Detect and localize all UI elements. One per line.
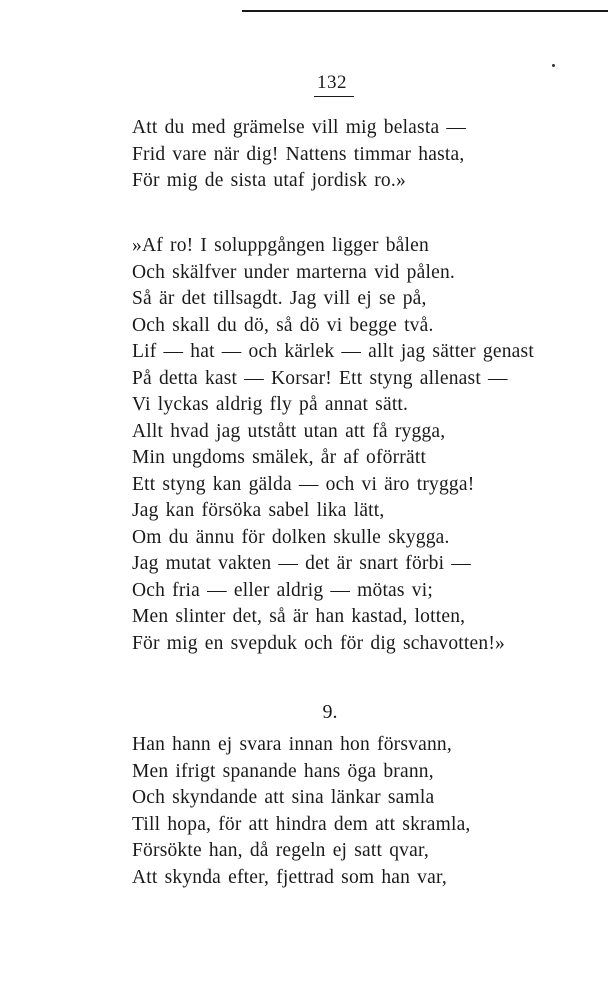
verse-line: Jag kan försöka sabel lika lätt,: [132, 500, 385, 521]
page-number: 132: [317, 72, 347, 93]
stanza-1: [132, 115, 466, 195]
section-number: 9.: [322, 701, 338, 723]
verse-line: Ett styng kan gälda — och vi äro trygga!: [132, 473, 475, 495]
verse-line: Till hopa, för att hindra dem att skramla,: [132, 813, 471, 835]
verse-line: Jag mutat vakten — det är snart förbi —: [132, 553, 471, 574]
verse-line: Allt hvad jag utstått utan att få rygga,: [132, 420, 446, 442]
verse-line: Och skälfver under marterna vid pålen.: [132, 261, 455, 283]
verse-line: Och skall du dö, så dö vi begge två.: [132, 314, 434, 336]
stanza-2: [132, 233, 534, 657]
verse-line: Att du med grämelse vill mig belasta —: [132, 117, 467, 138]
verse-line: Och fria — eller aldrig — mötas vi;: [132, 579, 433, 601]
stanza-3: [132, 732, 471, 891]
verse-line: »Af ro! I soluppgången ligger bålen: [132, 235, 429, 256]
verse-line: Men ifrigt spanande hans öga brann,: [132, 760, 434, 782]
print-speck: [552, 64, 555, 67]
verse-line: Lif — hat — och kärlek — allt jag sätter genast: [132, 341, 534, 362]
verse-line: Frid vare när dig! Nattens timmar hasta,: [132, 143, 465, 165]
verse-line: Min ungdoms smälek, år af oförrätt: [132, 447, 427, 468]
verse-line: Om du ännu för dolken skulle skygga.: [132, 526, 450, 548]
verse-line: Så är det tillsagdt. Jag vill ej se på,: [132, 288, 427, 309]
top-border-rule: [242, 10, 608, 12]
verse-line: För mig en svepduk och för dig schavotten!»: [132, 632, 505, 654]
verse-line: Försökte han, då regeln ej satt qvar,: [132, 840, 429, 861]
page-number-underline: [314, 96, 354, 97]
verse-line: Vi lyckas aldrig fly på annat sätt.: [132, 394, 409, 415]
verse-line: För mig de sista utaf jordisk ro.»: [132, 170, 406, 191]
verse-line: Men slinter det, så är han kastad, lotten,: [132, 606, 466, 627]
verse-line: Han hann ej svara innan hon försvann,: [132, 734, 452, 755]
verse-line: På detta kast — Korsar! Ett styng allenast —: [132, 367, 508, 389]
verse-line: Att skynda efter, fjettrad som han var,: [132, 866, 447, 888]
verse-line: Och skyndande att sina länkar samla: [132, 787, 435, 808]
